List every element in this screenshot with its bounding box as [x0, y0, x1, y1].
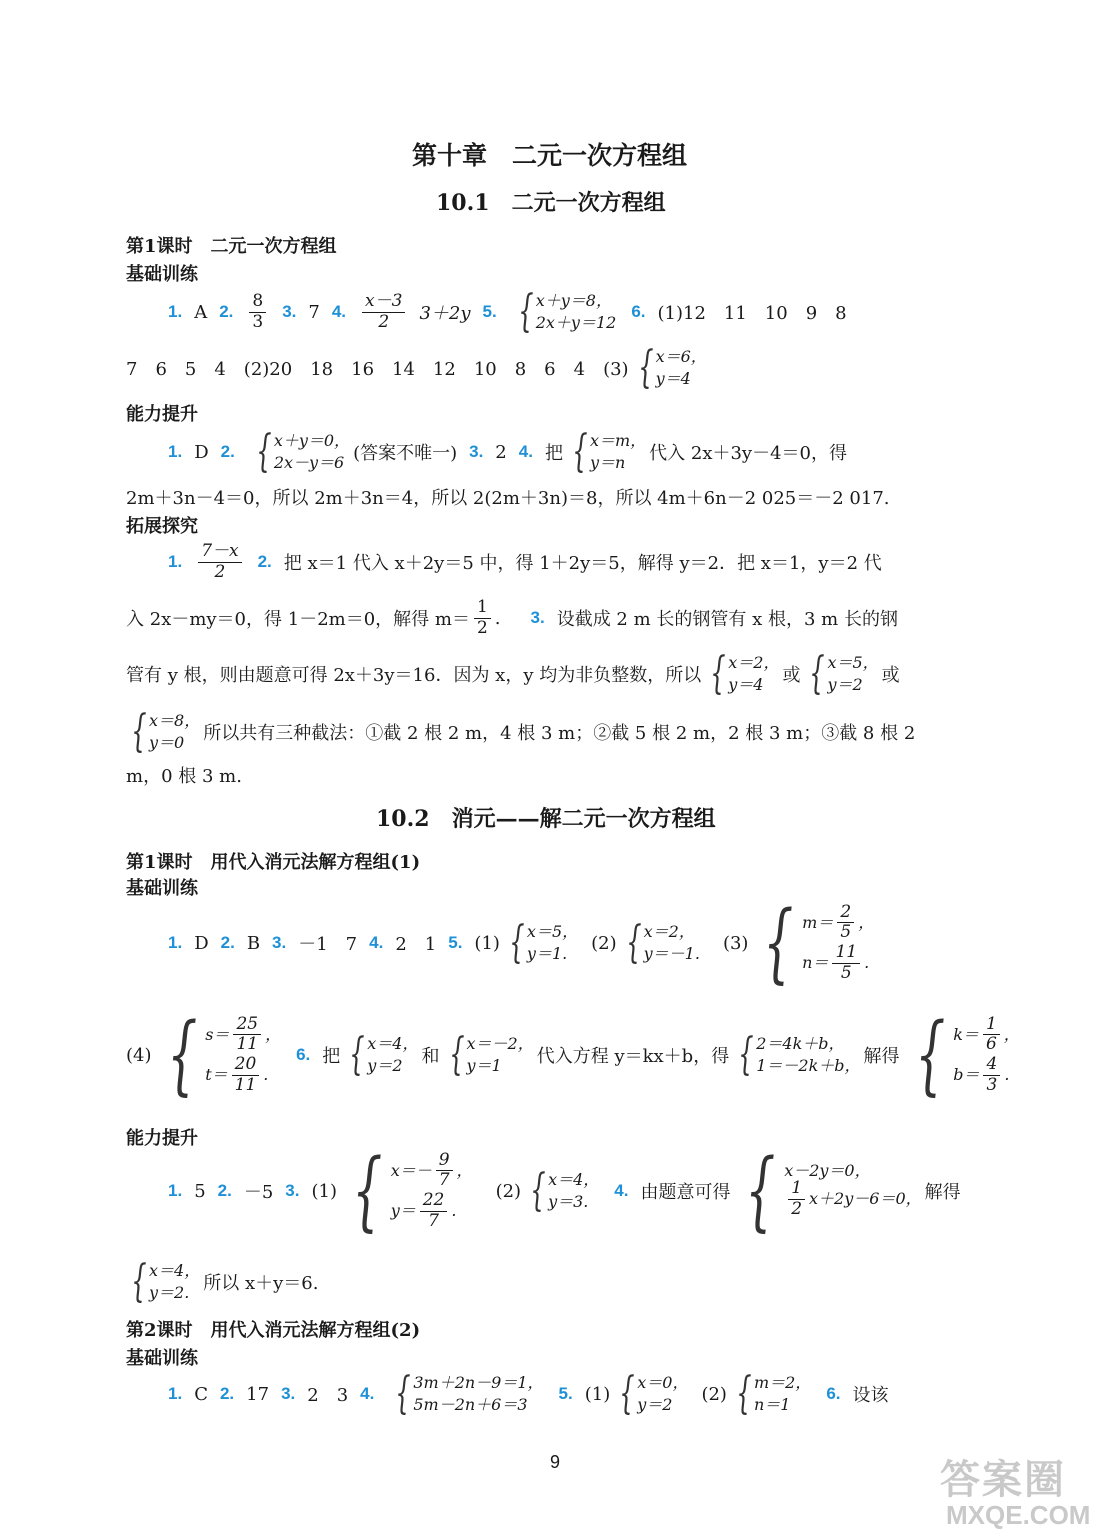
- answer: 7 6 5 4 (2)20 18 16 14 12 10 8 6 4 (3): [126, 359, 629, 380]
- answer: －1 7: [298, 934, 358, 955]
- text: 设该: [852, 1385, 889, 1406]
- text: 解得: [863, 1046, 900, 1067]
- section-title-10-1: 10.1 二元一次方程组: [436, 190, 666, 216]
- answer-line: [168, 1368, 889, 1419]
- equation-system: { x＝0， y＝2: [619, 1368, 689, 1419]
- text: 代入方程 y＝kx＋b，得: [536, 1046, 730, 1067]
- q-number: 2.: [257, 552, 272, 572]
- equation-system: { x＝4， y＝2: [349, 1029, 419, 1080]
- q-number: 4.: [369, 933, 384, 952]
- equation-system: { s＝ $\frac{25}{11}$ ， t＝ $\frac{20}{11}$ .: [166, 1005, 282, 1105]
- text: 或: [881, 665, 900, 686]
- answer: C: [194, 1383, 208, 1405]
- answer: D: [194, 441, 209, 463]
- q-number: 6.: [631, 302, 646, 321]
- answer-line: [168, 286, 847, 337]
- equation-system: { x＋y＝8， 2x＋y＝12: [518, 286, 617, 337]
- q-number: 1.: [168, 1384, 183, 1403]
- fraction: $\frac{x-3}{2}$: [362, 292, 405, 332]
- equation-system: { 2＝4k＋b， 1＝－2k＋b，: [738, 1029, 861, 1080]
- text: 代入 2x＋3y－4＝0，得: [649, 443, 847, 464]
- equation-system: { x＝6， y＝4: [637, 342, 707, 393]
- q-number: 1.: [168, 933, 183, 952]
- watermark-logo: 答案圈: [940, 1458, 1066, 1502]
- text: (3): [722, 932, 749, 954]
- answer: B: [246, 932, 261, 954]
- equation-system: { x＝4， y＝3.: [530, 1165, 600, 1216]
- q-number: 4.: [331, 302, 347, 321]
- text: 管有 y 根，则由题意可得 2x＋3y＝16．因为 x，y 均为非负整数，所以: [126, 665, 702, 686]
- answer-line: [168, 426, 847, 477]
- q-number: 5.: [558, 1384, 573, 1403]
- q-number: 5.: [448, 933, 463, 952]
- page-number: 9: [550, 1452, 561, 1472]
- text: (2): [701, 1383, 727, 1405]
- text: (1): [584, 1383, 611, 1405]
- text: (2): [495, 1180, 522, 1202]
- equation-system: { x＝5， y＝2: [809, 648, 879, 699]
- q-number: 6.: [296, 1045, 311, 1064]
- equation-system: { m＝2， n＝1: [736, 1368, 812, 1419]
- equation-system: { k＝ $\frac{1}{6}$ ， b＝ $\frac{4}{3}$ .: [914, 1005, 1020, 1105]
- answer-line: [126, 598, 898, 638]
- equation-system: { x＝5， y＝1.: [509, 917, 579, 968]
- q-number: 2.: [220, 442, 235, 461]
- lesson-title: 第1课时 用代入消元法解方程组(1): [126, 852, 421, 873]
- category-ability: 能力提升: [126, 1128, 198, 1149]
- note: (答案不唯一): [353, 443, 458, 464]
- answer: 2 3: [307, 1385, 349, 1406]
- q-number: 1.: [168, 552, 183, 572]
- q-number: 4.: [614, 1181, 629, 1200]
- category-basic: 基础训练: [126, 264, 198, 285]
- equation-system: { x－2y＝0， $\frac{1}{2}$ x＋2y－6＝0，: [745, 1141, 922, 1241]
- q-number: 3.: [282, 302, 297, 321]
- text: 入 2x－my＝0，得 1－2m＝0，解得 m＝: [126, 609, 470, 631]
- text: 或: [782, 665, 801, 686]
- category-basic: 基础训练: [126, 878, 198, 899]
- answer-line: [126, 648, 900, 699]
- text: 解得: [924, 1182, 961, 1203]
- equation-system: { x＝8， y＝0: [131, 706, 201, 757]
- answer-line: 2m＋3n－4＝0，所以 2m＋3n＝4，所以 2(2m＋3n)＝8，所以 4m＋6n－2 025＝－2 017.: [126, 488, 890, 509]
- answer: D: [194, 932, 209, 954]
- text: (1): [474, 932, 500, 954]
- fraction: $\frac{1}{2}$: [474, 598, 491, 638]
- q-number: 1.: [168, 302, 183, 321]
- text: (2): [591, 932, 617, 954]
- answer-line: m，0 根 3 m.: [126, 766, 242, 787]
- q-number: 2.: [219, 302, 234, 321]
- q-number: 3.: [469, 442, 484, 461]
- q-number: 4.: [518, 442, 533, 461]
- equation-system: { x＝m， y＝n: [572, 426, 647, 477]
- equation-system: { x＝4， y＝2.: [131, 1256, 201, 1307]
- answer: －5: [243, 1182, 274, 1203]
- equation-system: { x＝2， y＝4: [710, 648, 780, 699]
- text: 所以 x＋y＝6.: [203, 1273, 319, 1294]
- answer-line: [126, 1005, 1023, 1105]
- text: 把 x＝1 代入 x＋2y＝5 中，得 1＋2y＝5，解得 y＝2．把 x＝1，y＝2 代: [283, 553, 882, 575]
- equation-system: { m＝ $\frac{2}{5}$ ， n＝ $\frac{11}{5}$ .: [763, 893, 875, 993]
- q-number: 1.: [168, 1181, 183, 1200]
- answer-line: [122, 706, 916, 757]
- text: 由题意可得: [640, 1182, 731, 1203]
- watermark-url: MXQE.COM: [946, 1500, 1091, 1530]
- q-number: 3.: [285, 1181, 300, 1200]
- answer: (1)12 11 10 9 8: [657, 303, 847, 324]
- section-title-10-2: 10.2 消元——解二元一次方程组: [376, 806, 716, 832]
- q-number: 3.: [272, 933, 287, 952]
- text: (4): [126, 1044, 152, 1066]
- answer: 5: [194, 1180, 206, 1202]
- answer: 2 1: [395, 934, 437, 955]
- category-ability: 能力提升: [126, 404, 198, 425]
- text: 和: [421, 1046, 440, 1067]
- text: (1): [311, 1180, 337, 1202]
- answer: A: [194, 301, 208, 323]
- q-number: 4.: [360, 1384, 375, 1403]
- q-number: 2.: [217, 1181, 232, 1200]
- text: 设截成 2 m 长的钢管有 x 根，3 m 长的钢: [556, 609, 898, 631]
- answer: 7: [308, 301, 320, 323]
- equation-system: { 3m＋2n－9＝1， 5m－2n＋6＝3: [395, 1368, 544, 1419]
- text: .: [494, 607, 501, 629]
- category-explore: 拓展探究: [126, 516, 198, 537]
- equation-system: { x＋y＝0， 2x－y＝6: [256, 426, 351, 477]
- lesson-title: 第2课时 用代入消元法解方程组(2): [126, 1320, 421, 1341]
- equation-system: { x＝2， y＝－1.: [625, 917, 700, 968]
- text: 把: [322, 1046, 341, 1067]
- q-number: 6.: [826, 1384, 841, 1403]
- q-number: 3.: [281, 1384, 296, 1403]
- chapter-title: 第十章 二元一次方程组: [412, 141, 688, 170]
- text: 所以共有三种截法：①截 2 根 2 m，4 根 3 m；②截 5 根 2 m，2 根 3 m；③截 8 根 2: [203, 723, 916, 744]
- answer-line: [168, 542, 882, 582]
- text: 把: [544, 443, 563, 464]
- answer: 3＋2y: [419, 303, 471, 324]
- fraction: $\frac{7-x}{2}$: [198, 542, 241, 582]
- equation-system: { x＝－ $\frac{9}{7}$ ， y＝ $\frac{22}{7}$ .: [352, 1141, 473, 1241]
- q-number: 2.: [219, 1384, 235, 1403]
- category-basic: 基础训练: [126, 1348, 198, 1369]
- answer: 17: [246, 1383, 270, 1405]
- equation-system: { x＝－2， y＝1: [448, 1029, 534, 1080]
- lesson-title: 第1课时 二元一次方程组: [126, 236, 337, 257]
- answer-line: [168, 1141, 961, 1241]
- q-number: 5.: [482, 302, 497, 321]
- fraction: $\frac{8}{3}$: [249, 292, 266, 332]
- answer-line: [126, 342, 710, 393]
- q-number: 2.: [220, 933, 235, 952]
- answer: 2: [495, 441, 507, 463]
- q-number: 3.: [530, 608, 545, 628]
- answer-line: [122, 1256, 319, 1307]
- q-number: 1.: [168, 442, 183, 461]
- answer-line: [168, 893, 877, 993]
